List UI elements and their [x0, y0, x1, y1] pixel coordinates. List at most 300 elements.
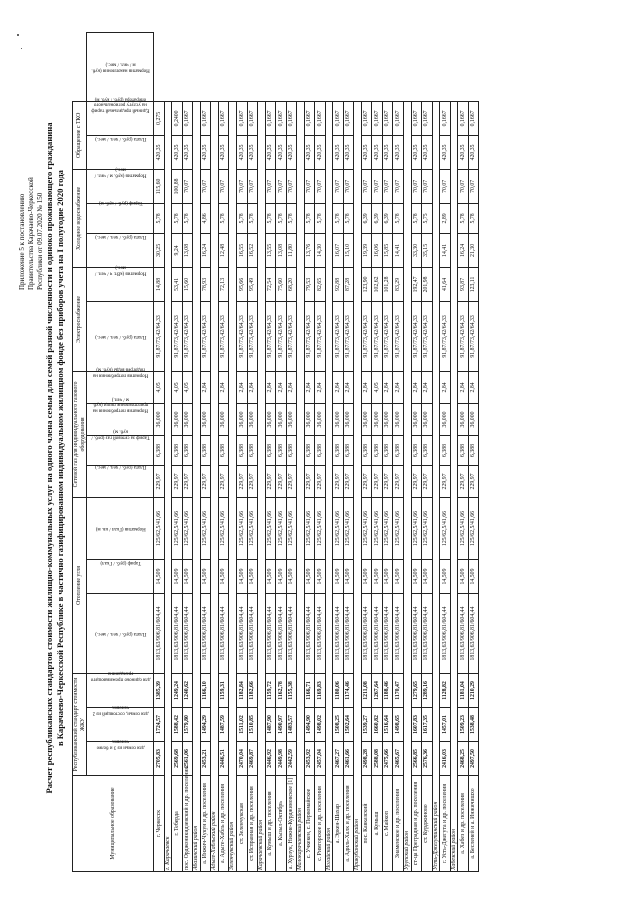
- header-heat-payment: Плата (руб. / чел. / мес.): [87, 593, 154, 673]
- value-cell: 420,35: [393, 135, 404, 169]
- value-cell: 14,509: [265, 559, 276, 593]
- value-cell: 0,1667: [343, 101, 354, 135]
- value-cell: 1249,24: [172, 673, 183, 707]
- value-cell: 2576,36: [422, 742, 433, 776]
- group-row: [211, 33, 219, 872]
- value-cell: 14,509: [304, 559, 315, 593]
- value-cell: 91,87/73,42/64,33: [172, 301, 183, 371]
- value-cell: 14,509: [276, 559, 287, 593]
- header-cold-tariff: Тариф (руб. / куб. м): [87, 203, 154, 233]
- value-cell: 100,88: [172, 169, 183, 203]
- value-cell: 1487,59: [218, 708, 229, 742]
- value-cell: 91,87/73,42/64,33: [333, 301, 344, 371]
- value-cell: 91,87/73,42/64,33: [393, 301, 404, 371]
- municipality-cell: пос. Орджоникидзевский и др. поселения: [182, 776, 193, 872]
- value-cell: 0,1667: [315, 101, 326, 135]
- value-cell: 0,1667: [276, 101, 287, 135]
- value-cell: 15,85: [382, 233, 393, 267]
- value-cell: 70,07: [218, 169, 229, 203]
- value-cell: 36,000: [458, 403, 469, 435]
- value-cell: 14,30: [315, 233, 326, 267]
- value-cell: 1813,63/906,81/604,44: [200, 593, 211, 673]
- value-cell: 5,78: [237, 203, 248, 233]
- value-cell: 0,1667: [182, 101, 193, 135]
- value-cell: 6,388: [372, 435, 383, 465]
- table-row: [372, 33, 383, 872]
- value-cell: 13,08: [276, 233, 287, 267]
- value-cell: 5,78: [458, 203, 469, 233]
- value-cell: 0,2400: [172, 101, 183, 135]
- value-cell: 70,07: [372, 169, 383, 203]
- header-elec-payment: Плата (руб. / чел. / мес.): [87, 301, 154, 371]
- value-cell: 36,000: [218, 403, 229, 435]
- value-cell: 1182,84: [237, 673, 248, 707]
- value-cell: 229,97: [458, 465, 469, 497]
- value-cell: 12,48: [218, 233, 229, 267]
- value-cell: 53,41: [172, 267, 183, 301]
- value-cell: 1166,71: [304, 673, 315, 707]
- table-row: [172, 33, 183, 872]
- value-cell: 93,87: [458, 267, 469, 301]
- value-cell: 2461,66: [343, 742, 354, 776]
- value-cell: 68,20: [286, 267, 297, 301]
- value-cell: 1813,63/906,81/604,44: [286, 593, 297, 673]
- value-cell: 1813,63/906,81/604,44: [182, 593, 193, 673]
- municipality-cell: с. Учкекен, с. Первомайское: [304, 776, 315, 872]
- header-waste: Обращение с ТКО: [73, 101, 87, 169]
- value-cell: 125/62,5/41,66: [393, 497, 404, 559]
- value-cell: 70,07: [304, 169, 315, 203]
- value-cell: 2566,85: [411, 742, 422, 776]
- value-cell: 229,97: [382, 465, 393, 497]
- value-cell: 21,30: [468, 233, 479, 267]
- municipality-cell: ст. Зеленчукская: [237, 776, 248, 872]
- value-cell: 0,1667: [393, 101, 404, 135]
- value-cell: 1174,46: [343, 673, 354, 707]
- value-cell: 125/62,5/41,66: [265, 497, 276, 559]
- municipality-cell: Знаменское и др. поселения: [393, 776, 404, 872]
- value-cell: 2449,98: [276, 742, 287, 776]
- municipality-cell: а. Эркен-Шахар: [333, 776, 344, 872]
- table-row: [315, 33, 326, 872]
- value-cell: 75,60: [276, 267, 287, 301]
- value-cell: 0,275: [154, 101, 165, 135]
- value-cell: 0,1667: [247, 101, 258, 135]
- value-cell: 6,388: [286, 435, 297, 465]
- value-cell: 19,39: [361, 233, 372, 267]
- value-cell: 125/62,5/41,66: [286, 497, 297, 559]
- value-cell: 1385,39: [154, 673, 165, 707]
- value-cell: 229,97: [372, 465, 383, 497]
- table-row: [304, 33, 315, 872]
- table-row: [382, 33, 393, 872]
- value-cell: 36,000: [382, 403, 393, 435]
- group-label: Карачаевский район: [258, 101, 266, 871]
- value-cell: 1180,06: [333, 673, 344, 707]
- value-cell: 2468,25: [458, 742, 469, 776]
- value-cell: 6,388: [382, 435, 393, 465]
- value-cell: 6,388: [265, 435, 276, 465]
- value-cell: 91,87/73,42/64,33: [237, 301, 248, 371]
- value-cell: 5,78: [286, 203, 297, 233]
- value-cell: 14,509: [218, 559, 229, 593]
- value-cell: 420,35: [200, 135, 211, 169]
- value-cell: 4,86: [200, 203, 211, 233]
- header-gas-tariff: Тариф за сетевой газ (руб. / куб. м): [87, 435, 154, 465]
- value-cell: 0,1667: [333, 101, 344, 135]
- municipality-cell: а. Кумыш: [372, 776, 383, 872]
- value-cell: 6,388: [422, 435, 433, 465]
- value-cell: 1457,01: [440, 708, 451, 742]
- value-cell: 2588,08: [372, 742, 383, 776]
- table-row: [333, 33, 344, 872]
- value-cell: 229,97: [343, 465, 354, 497]
- header-heat-norm: Норматив (Гкал / кв. м): [87, 497, 154, 559]
- value-cell: 1539,27: [361, 708, 372, 742]
- value-cell: 420,35: [411, 135, 422, 169]
- value-cell: 0,1667: [304, 101, 315, 135]
- value-cell: 1813,63/906,81/604,44: [265, 593, 276, 673]
- header-waste-payment: Плата (руб. / чел. / мес.): [87, 135, 154, 169]
- value-cell: 2,84: [200, 371, 211, 403]
- value-cell: 229,97: [200, 465, 211, 497]
- value-cell: 6,388: [333, 435, 344, 465]
- value-cell: 2,84: [393, 371, 404, 403]
- value-cell: 91,87/73,42/64,33: [154, 301, 165, 371]
- value-cell: 102,62: [372, 267, 383, 301]
- value-cell: 1508,25: [333, 708, 344, 742]
- value-cell: 0,1667: [361, 101, 372, 135]
- value-cell: 4,05: [182, 371, 193, 403]
- value-cell: 420,35: [276, 135, 287, 169]
- value-cell: 14,509: [458, 559, 469, 593]
- group-label: Урупский район: [403, 101, 411, 871]
- value-cell: 125/62,5/41,66: [382, 497, 393, 559]
- value-cell: 36,000: [393, 403, 404, 435]
- value-cell: 0,1667: [265, 101, 276, 135]
- municipality-cell: с. Римгорское и др. поселения: [315, 776, 326, 872]
- value-cell: 2469,87: [247, 742, 258, 776]
- value-cell: 36,000: [343, 403, 354, 435]
- municipality-cell: пос. Кавказский: [361, 776, 372, 872]
- value-cell: 14,509: [343, 559, 354, 593]
- value-cell: 2442,59: [286, 742, 297, 776]
- table-row: [218, 33, 229, 872]
- value-cell: 36,000: [276, 403, 287, 435]
- group-label: Зеленчукский район: [229, 101, 237, 871]
- value-cell: 2467,27: [333, 742, 344, 776]
- title-line: Расчет республиканских стандартов стоимости жилищно-коммунальных услуг на одного члена семьи для семей разной численности и одиноко проживающего гражданина: [44, 122, 54, 794]
- table-row: [361, 33, 372, 872]
- value-cell: 2453,21: [200, 742, 211, 776]
- value-cell: 2705,83: [154, 742, 165, 776]
- value-cell: 70,07: [458, 169, 469, 203]
- value-cell: 2457,04: [315, 742, 326, 776]
- value-cell: 0,1667: [200, 101, 211, 135]
- value-cell: 115,60: [154, 169, 165, 203]
- group-row: [450, 33, 458, 872]
- value-cell: 79,53: [304, 267, 315, 301]
- value-cell: 1128,82: [440, 673, 451, 707]
- header-gas-payment: Плата (руб. / чел. / мес.): [87, 465, 154, 497]
- value-cell: 0,1667: [382, 101, 393, 135]
- header-heating: Отопление угля: [73, 497, 87, 673]
- value-cell: 13,55: [265, 233, 276, 267]
- value-cell: 1588,42: [172, 708, 183, 742]
- value-cell: 1159,31: [218, 673, 229, 707]
- value-cell: 70,07: [182, 169, 193, 203]
- group-label: Абазинский район: [193, 101, 201, 871]
- table-body: [154, 33, 479, 872]
- value-cell: 4,05: [172, 371, 183, 403]
- value-cell: 1579,80: [182, 708, 193, 742]
- value-cell: 6,388: [182, 435, 193, 465]
- value-cell: 5,78: [172, 203, 183, 233]
- value-cell: 5,78: [154, 203, 165, 233]
- header-family2: для семьи, состоящей из 2 человек: [87, 708, 154, 742]
- value-cell: 16,52: [247, 233, 258, 267]
- group-label: Прикубанский район: [354, 101, 362, 871]
- value-cell: 1502,64: [343, 708, 354, 742]
- value-cell: 14,509: [286, 559, 297, 593]
- value-cell: 36,000: [172, 403, 183, 435]
- value-cell: 1182,66: [247, 673, 258, 707]
- value-cell: 1211,08: [361, 673, 372, 707]
- value-cell: 36,000: [333, 403, 344, 435]
- value-cell: 36,000: [372, 403, 383, 435]
- value-cell: 70,07: [200, 169, 211, 203]
- table-row: [265, 33, 276, 872]
- value-cell: 2,84: [382, 371, 393, 403]
- value-cell: 420,35: [154, 135, 165, 169]
- value-cell: 2,84: [247, 371, 258, 403]
- value-cell: 2475,66: [382, 742, 393, 776]
- value-cell: 6,388: [458, 435, 469, 465]
- value-cell: 420,35: [468, 135, 479, 169]
- value-cell: 229,97: [440, 465, 451, 497]
- value-cell: 101,28: [382, 267, 393, 301]
- standards-table: [72, 32, 479, 872]
- value-cell: 420,35: [361, 135, 372, 169]
- value-cell: 2465,67: [393, 742, 404, 776]
- header-gas: Сетевой газ для индивидуального газового оборудования: [73, 371, 87, 497]
- value-cell: 6,388: [218, 435, 229, 465]
- value-cell: 70,07: [265, 169, 276, 203]
- value-cell: 1289,16: [422, 673, 433, 707]
- group-row: [403, 33, 411, 872]
- value-cell: 70,07: [247, 169, 258, 203]
- value-cell: 1813,63/906,81/604,44: [343, 593, 354, 673]
- table-row: [411, 33, 422, 872]
- municipality-cell: г. Черкесск: [154, 776, 165, 872]
- municipality-cell: ст. Исправная и др. поселения: [247, 776, 258, 872]
- value-cell: 14,509: [237, 559, 248, 593]
- header-municipality: Муниципальное образование: [73, 776, 154, 872]
- value-cell: 2,84: [218, 371, 229, 403]
- value-cell: 0,1667: [411, 101, 422, 135]
- value-cell: 36,000: [237, 403, 248, 435]
- value-cell: 125/62,5/41,66: [458, 497, 469, 559]
- value-cell: 72,54: [265, 267, 276, 301]
- value-cell: 5,78: [468, 203, 479, 233]
- value-cell: 2,84: [343, 371, 354, 403]
- value-cell: 14,509: [422, 559, 433, 593]
- value-cell: 36,000: [468, 403, 479, 435]
- value-cell: 420,35: [218, 135, 229, 169]
- value-cell: 14,509: [333, 559, 344, 593]
- value-cell: 36,000: [422, 403, 433, 435]
- value-cell: 14,41: [393, 233, 404, 267]
- value-cell: 229,97: [182, 465, 193, 497]
- municipality-cell: ст. Курджиново: [422, 776, 433, 872]
- value-cell: 15,10: [343, 233, 354, 267]
- value-cell: 4,05: [154, 371, 165, 403]
- value-cell: 229,97: [411, 465, 422, 497]
- table-row: [182, 33, 193, 872]
- header-waste-norm: Норматив накопления (куб. м / чел. / мес.): [87, 33, 154, 102]
- value-cell: 1159,72: [265, 673, 276, 707]
- value-cell: 420,35: [343, 135, 354, 169]
- value-cell: 5,78: [304, 203, 315, 233]
- table-row: [276, 33, 287, 872]
- municipality-cell: с. Майкоп: [382, 776, 393, 872]
- value-cell: 16,55: [237, 233, 248, 267]
- value-cell: 91,87/73,42/64,33: [372, 301, 383, 371]
- value-cell: 229,97: [361, 465, 372, 497]
- value-cell: 36,000: [440, 403, 451, 435]
- value-cell: 229,97: [154, 465, 165, 497]
- value-cell: 420,35: [315, 135, 326, 169]
- value-cell: 1511,02: [237, 708, 248, 742]
- value-cell: 2470,04: [237, 742, 248, 776]
- value-cell: 14,509: [411, 559, 422, 593]
- value-cell: 92,88: [333, 267, 344, 301]
- value-cell: 82,65: [315, 267, 326, 301]
- value-cell: 2,89: [440, 203, 451, 233]
- header-family3: для семьи из 3 и более человек: [87, 742, 154, 776]
- value-cell: 6,388: [237, 435, 248, 465]
- header-housing-standard: Республиканский стандарт стоимости ЖКУ: [73, 673, 87, 775]
- value-cell: 123,11: [468, 267, 479, 301]
- value-cell: 1813,63/906,81/604,44: [361, 593, 372, 673]
- value-cell: 33,30: [411, 233, 422, 267]
- value-cell: 1813,63/906,81/604,44: [422, 593, 433, 673]
- value-cell: 0,1667: [286, 101, 297, 135]
- value-cell: 229,97: [422, 465, 433, 497]
- value-cell: 229,97: [304, 465, 315, 497]
- value-cell: 1813,63/906,81/604,44: [237, 593, 248, 673]
- value-cell: 70,07: [382, 169, 393, 203]
- value-cell: 420,35: [333, 135, 344, 169]
- value-cell: 1813,63/906,81/604,44: [218, 593, 229, 673]
- value-cell: 201,98: [422, 267, 433, 301]
- value-cell: 125/62,5/41,66: [343, 497, 354, 559]
- title-line: в Карачаево-Черкесской Республике в частично газифицированном индивидуальном жилищном фонде без приборов учета на I полугодие 2020 года: [55, 170, 65, 746]
- header-cold-norm: Норматив (куб. м / чел. / мес.): [87, 169, 154, 203]
- value-cell: 2,84: [333, 371, 344, 403]
- value-cell: 91,87/73,42/64,33: [182, 301, 193, 371]
- value-cell: 1155,38: [286, 673, 297, 707]
- value-cell: 70,07: [333, 169, 344, 203]
- value-cell: 1162,78: [276, 673, 287, 707]
- value-cell: 1240,62: [182, 673, 193, 707]
- value-cell: 229,97: [237, 465, 248, 497]
- value-cell: 420,35: [286, 135, 297, 169]
- value-cell: 420,35: [422, 135, 433, 169]
- value-cell: 14,509: [182, 559, 193, 593]
- value-cell: 420,35: [182, 135, 193, 169]
- value-cell: 14,509: [468, 559, 479, 593]
- value-cell: 6,388: [276, 435, 287, 465]
- value-cell: 420,35: [172, 135, 183, 169]
- rotated-document-page: [16, 16, 626, 896]
- municipality-cell: г. Теберда: [172, 776, 183, 872]
- value-cell: 1813,63/906,81/604,44: [276, 593, 287, 673]
- value-cell: 229,97: [276, 465, 287, 497]
- value-cell: 0,1667: [422, 101, 433, 135]
- value-cell: 36,000: [315, 403, 326, 435]
- value-cell: 91,87/73,42/64,33: [411, 301, 422, 371]
- value-cell: 91,87/73,42/64,33: [361, 301, 372, 371]
- value-cell: 2498,28: [361, 742, 372, 776]
- value-cell: 14,509: [393, 559, 404, 593]
- value-cell: 125/62,5/41,66: [247, 497, 258, 559]
- value-cell: 78,93: [200, 267, 211, 301]
- value-cell: 125/62,5/41,66: [333, 497, 344, 559]
- value-cell: 2,84: [411, 371, 422, 403]
- value-cell: 2561,06: [182, 742, 193, 776]
- value-cell: 1617,35: [422, 708, 433, 742]
- value-cell: 1724,57: [154, 708, 165, 742]
- value-cell: 5,78: [315, 203, 326, 233]
- value-cell: 1494,90: [304, 708, 315, 742]
- value-cell: 1267,64: [372, 673, 383, 707]
- municipality-cell: а. Адиль-Халк и др. поселения: [343, 776, 354, 872]
- value-cell: 70,07: [468, 169, 479, 203]
- value-cell: 95,66: [237, 267, 248, 301]
- value-cell: 14,509: [172, 559, 183, 593]
- header-heat-tariff: Тариф (руб. / Гкал): [87, 559, 154, 593]
- value-cell: 36,000: [411, 403, 422, 435]
- value-cell: 14,509: [200, 559, 211, 593]
- value-cell: 229,97: [333, 465, 344, 497]
- value-cell: 125/62,5/41,66: [304, 497, 315, 559]
- value-cell: 2,84: [276, 371, 287, 403]
- value-cell: 1813,63/906,81/604,44: [154, 593, 165, 673]
- table-row: [393, 33, 404, 872]
- value-cell: 70,07: [422, 169, 433, 203]
- value-cell: 14,88: [154, 267, 165, 301]
- value-cell: 36,000: [265, 403, 276, 435]
- table-row: [286, 33, 297, 872]
- value-cell: 36,000: [286, 403, 297, 435]
- municipality-cell: а. Кызыл-Октябрь: [276, 776, 287, 872]
- group-row: [297, 33, 305, 872]
- value-cell: 6,39: [361, 203, 372, 233]
- value-cell: 95,49: [247, 267, 258, 301]
- value-cell: 91,87/73,42/64,33: [315, 301, 326, 371]
- value-cell: 16,24: [200, 233, 211, 267]
- value-cell: 91,87/73,42/64,33: [343, 301, 354, 371]
- value-cell: 1813,63/906,81/604,44: [315, 593, 326, 673]
- value-cell: 14,509: [315, 559, 326, 593]
- value-cell: 87,28: [343, 267, 354, 301]
- value-cell: 70,07: [276, 169, 287, 203]
- table-row: [422, 33, 433, 872]
- group-label: г. Карачаевск: [164, 101, 172, 871]
- value-cell: 91,87/73,42/64,33: [422, 301, 433, 371]
- value-cell: 91,87/73,42/64,33: [218, 301, 229, 371]
